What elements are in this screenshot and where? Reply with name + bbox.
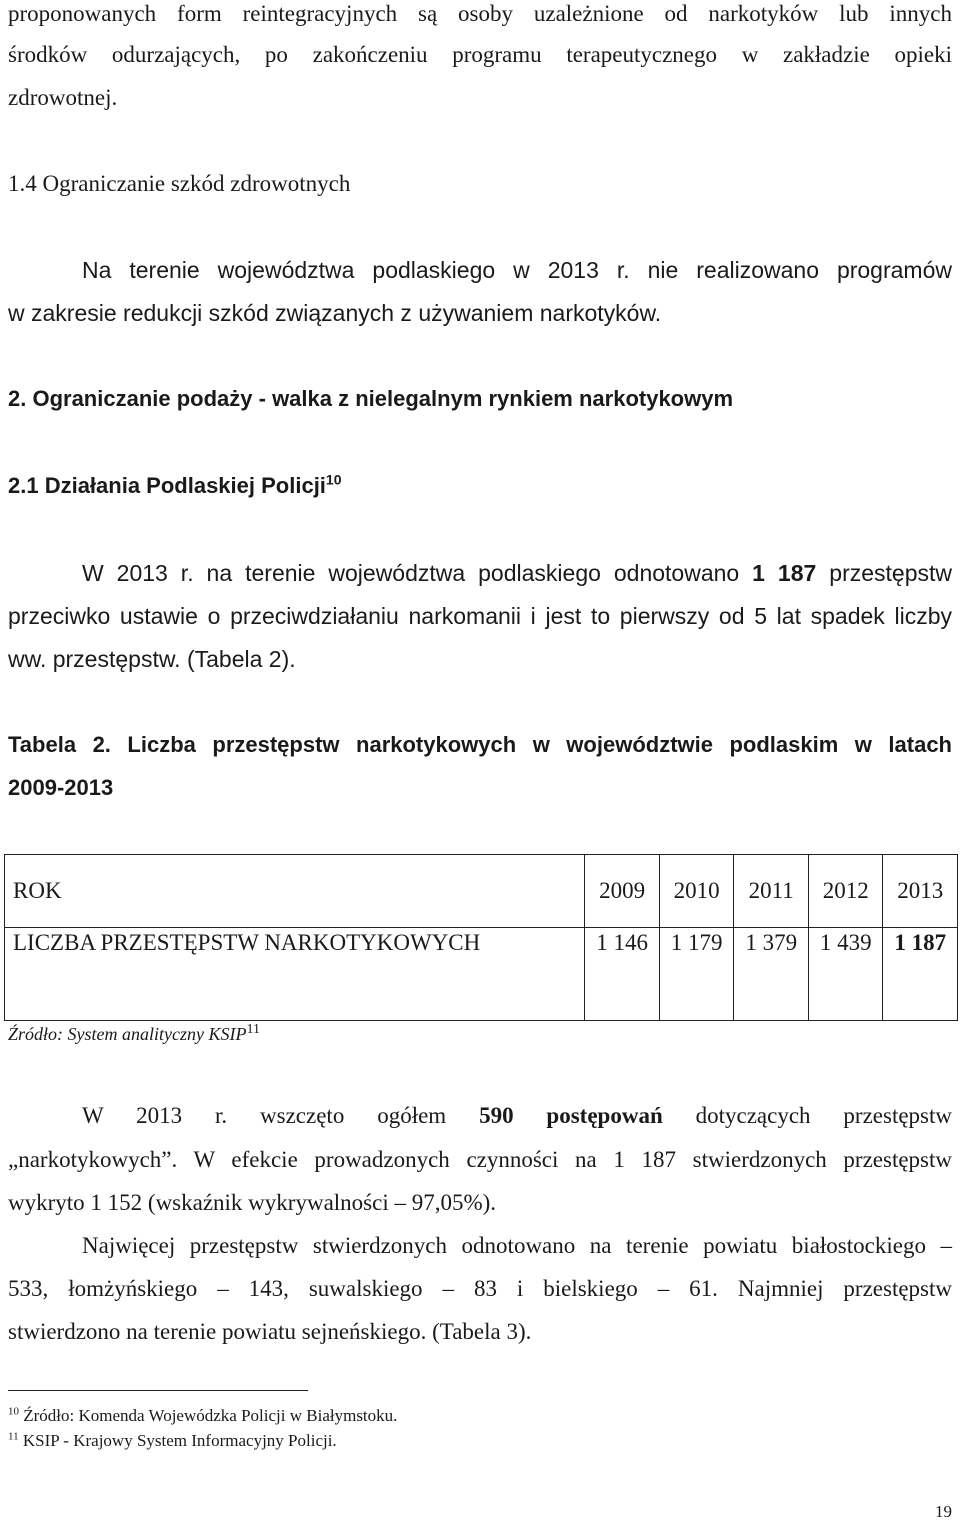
table-source-text: Źródło: System analityczny KSIP bbox=[8, 1024, 247, 1044]
intro-line-2: środków odurzających, po zakończeniu programu terapeutycznego w zakładzie opieki bbox=[8, 42, 952, 67]
table-value-2013: 1 187 bbox=[883, 928, 958, 1021]
footnote-ref-10: 10 bbox=[325, 471, 342, 488]
p2-line-2: „narkotykowych”. W efekcie prowadzonych czynności na 1 187 stwierdzonych przestępstw bbox=[8, 1147, 952, 1172]
footnote-ref-11: 11 bbox=[246, 1022, 260, 1037]
table-header-row bbox=[5, 855, 958, 928]
table-caption-line-2: 2009-2013 bbox=[8, 775, 114, 800]
table-row-label: LICZBA PRZESTĘPSTW NARKOTYKOWYCH bbox=[5, 928, 585, 1021]
section-2-1-line-1-a: W 2013 r. na terenie województwa podlaskiego odnotowano bbox=[82, 560, 740, 586]
p2-line-3: wykryto 1 152 (wskaźnik wykrywalności – 97,05%). bbox=[8, 1190, 497, 1215]
table-year-2011: 2011 bbox=[734, 855, 809, 928]
section-2-1-line-2: przeciwko ustawie o przeciwdziałaniu narkomanii i jest to pierwszy od 5 lat spadek liczby bbox=[8, 603, 952, 629]
section-2-1-heading bbox=[8, 472, 952, 500]
section-1-4-line-1: Na terenie województwa podlaskiego w 2013 r. nie realizowano programów bbox=[82, 257, 952, 283]
footnote-10 bbox=[8, 1406, 397, 1426]
p3-line-2: 533, łomżyńskiego – 143, suwalskiego – 83 i bielskiego – 61. Najmniej przestępstw bbox=[8, 1276, 952, 1301]
table-value-2010: 1 179 bbox=[659, 928, 734, 1021]
section-2-1-heading-text: 2.1 Działania Podlaskiej Policji bbox=[8, 473, 326, 498]
p2-line-1-a: W 2013 r. wszczęto ogółem bbox=[82, 1103, 447, 1128]
page-number: 19 bbox=[935, 1502, 952, 1521]
section-2-1-count: 1 187 bbox=[752, 560, 817, 586]
footnote-11 bbox=[8, 1431, 337, 1451]
section-1-4-line-2: w zakresie redukcji szkód związanych z używaniem narkotyków. bbox=[8, 300, 662, 326]
p2-line-1 bbox=[82, 1102, 952, 1130]
table-value-2011: 1 379 bbox=[734, 928, 809, 1021]
table-year-2009: 2009 bbox=[585, 855, 660, 928]
footnote-11-text: KSIP - Krajowy System Informacyjny Policji. bbox=[22, 1431, 337, 1450]
section-2-1-line-1 bbox=[82, 559, 952, 587]
table-header-label: ROK bbox=[5, 855, 585, 928]
table-year-2013: 2013 bbox=[883, 855, 958, 928]
intro-line-3: zdrowotnej. bbox=[8, 85, 118, 110]
p2-line-1-b: dotyczących przestępstw bbox=[695, 1103, 952, 1128]
table-year-2012: 2012 bbox=[808, 855, 883, 928]
p3-line-3: stwierdzono na terenie powiatu sejneńskiego. (Tabela 3). bbox=[8, 1319, 532, 1344]
footnote-11-number: 11 bbox=[8, 1430, 19, 1443]
p3-line-1: Najwięcej przestępstw stwierdzonych odnotowano na terenie powiatu białostockiego – bbox=[82, 1233, 952, 1258]
intro-line-1: proponowanych form reintegracyjnych są osoby uzależnione od narkotyków lub innych bbox=[8, 1, 952, 26]
table-source bbox=[8, 1020, 952, 1048]
footnote-divider bbox=[8, 1390, 308, 1391]
footnote-10-number: 10 bbox=[8, 1405, 19, 1418]
section-2-heading: 2. Ograniczanie podaży - walka z nielegalnym rynkiem narkotykowym bbox=[8, 386, 734, 411]
drug-crimes-table bbox=[4, 854, 958, 1021]
section-2-1-line-1-b: przestępstw bbox=[829, 560, 952, 586]
table-year-2010: 2010 bbox=[659, 855, 734, 928]
table-caption-line-1: Tabela 2. Liczba przestępstw narkotykowych w województwie podlaskim w latach bbox=[8, 732, 952, 757]
section-1-4-heading: 1.4 Ograniczanie szkód zdrowotnych bbox=[8, 171, 351, 196]
p2-proceedings-count: 590 postępowań bbox=[479, 1103, 663, 1128]
footnote-10-text: Źródło: Komenda Wojewódzka Policji w Białymstoku. bbox=[23, 1406, 398, 1425]
table-data-row bbox=[5, 928, 958, 1021]
table-value-2009: 1 146 bbox=[585, 928, 660, 1021]
section-2-1-line-3: ww. przestępstw. (Tabela 2). bbox=[8, 646, 296, 672]
table-value-2012: 1 439 bbox=[808, 928, 883, 1021]
